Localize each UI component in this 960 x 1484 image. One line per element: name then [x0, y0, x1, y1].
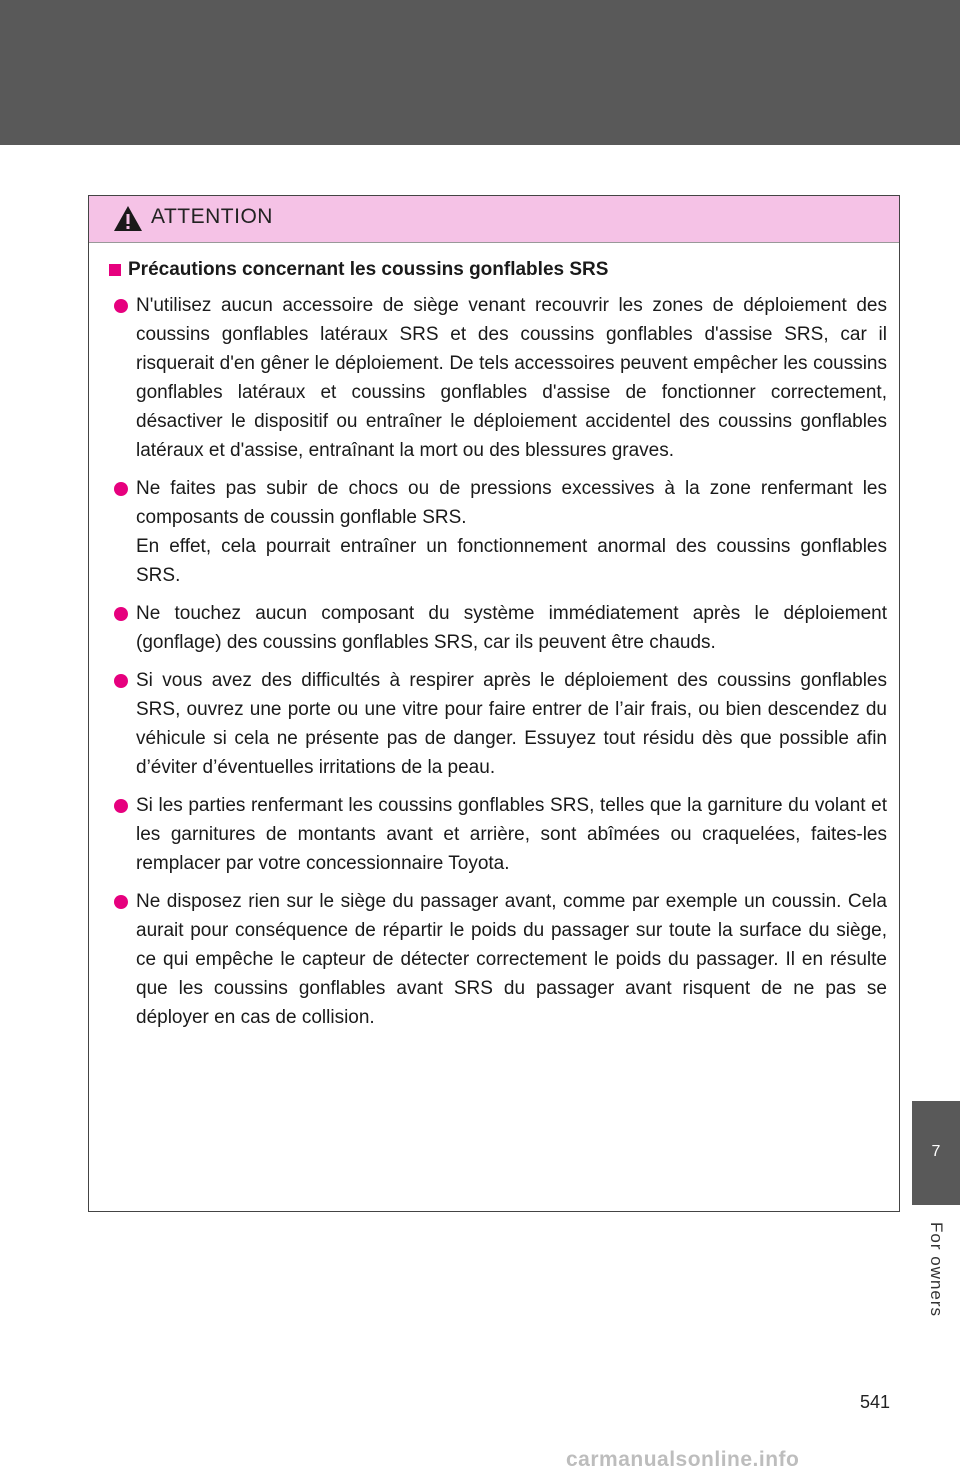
list-item: [109, 887, 887, 1032]
section-heading: [109, 259, 887, 281]
list-item-text: N'utilisez aucun accessoire de siège venant recouvrir les zones de déploiement des coussins gonflables latéraux SRS et des coussins gonflables d'assise SRS, car il risquerait d'en gêner le déploiement. De tels accessoires peuvent empêcher les coussins gonflables latéraux et coussins gonflables d'assise de fonctionner correctement, désactiver le dispositif ou entraîner le déploiement accidentel des coussins gonflables latéraux et d'assise, entraînant la mort ou des blessures graves.: [136, 295, 887, 461]
list-item-text: Ne touchez aucun composant du système immédiatement après le déploiement (gonflage) des coussins gonflables SRS, car ils peuvent être chauds.: [136, 603, 887, 653]
bullet-list: [109, 291, 887, 1032]
chapter-label-text: For owners: [927, 1222, 946, 1318]
list-item: [109, 791, 887, 878]
bullet-dot-icon: [114, 799, 128, 813]
list-item-text: Ne disposez rien sur le siège du passager avant, comme par exemple un coussin. Cela aurait pour conséquence de répartir le poids du passager sur toute la surface du siège, ce qui empêche le capteur de détecter correctement le poids du passager. Il en résulte que les coussins gonflables avant SRS du passager avant risquent de ne pas se déployer en cas de collision.: [136, 891, 887, 1028]
list-item-text: Si vous avez des difficultés à respirer après le déploiement des coussins gonflables SRS, ouvrez une porte ou une vitre pour faire entrer de l’air frais, ou bien descendez du véhicule si cela ne présente pas de danger. Essuyez tout résidu dès que possible afin d’éviter d’éventuelles irritations de la peau.: [136, 670, 887, 778]
attention-box: [88, 195, 900, 1212]
chapter-number: 7: [931, 1143, 941, 1160]
bullet-dot-icon: [114, 895, 128, 909]
bullet-dot-icon: [114, 299, 128, 313]
attention-header: [89, 196, 899, 243]
attention-title: ATTENTION: [151, 205, 273, 228]
list-item: [109, 474, 887, 590]
chapter-label: [922, 1222, 950, 1334]
bullet-dot-icon: [114, 482, 128, 496]
list-item: [109, 599, 887, 657]
square-bullet-icon: [109, 264, 121, 276]
list-item-text: Si les parties renfermant les coussins gonflables SRS, telles que la garniture du volant et les garnitures de montants avant et arrière, sont abîmées ou craquelées, faites-les remplacer par votre concessionnaire Toyota.: [136, 795, 887, 874]
top-header-band: [0, 0, 960, 145]
warning-triangle-icon: [113, 205, 143, 232]
watermark: carmanualsonline.info: [566, 1448, 800, 1471]
bullet-dot-icon: [114, 607, 128, 621]
list-item-text: Ne faites pas subir de chocs ou de pressions excessives à la zone renfermant les composants de coussin gonflable SRS.: [136, 478, 887, 528]
section-heading-text: Précautions concernant les coussins gonflables SRS: [128, 259, 609, 280]
page-number: 541: [859, 1392, 890, 1412]
list-item: [109, 291, 887, 465]
list-item: [109, 666, 887, 782]
list-item-text: En effet, cela pourrait entraîner un fonctionnement anormal des coussins gonflables SRS.: [136, 536, 887, 586]
chapter-tab: [912, 1101, 960, 1205]
attention-body: [89, 243, 899, 1032]
bullet-dot-icon: [114, 674, 128, 688]
